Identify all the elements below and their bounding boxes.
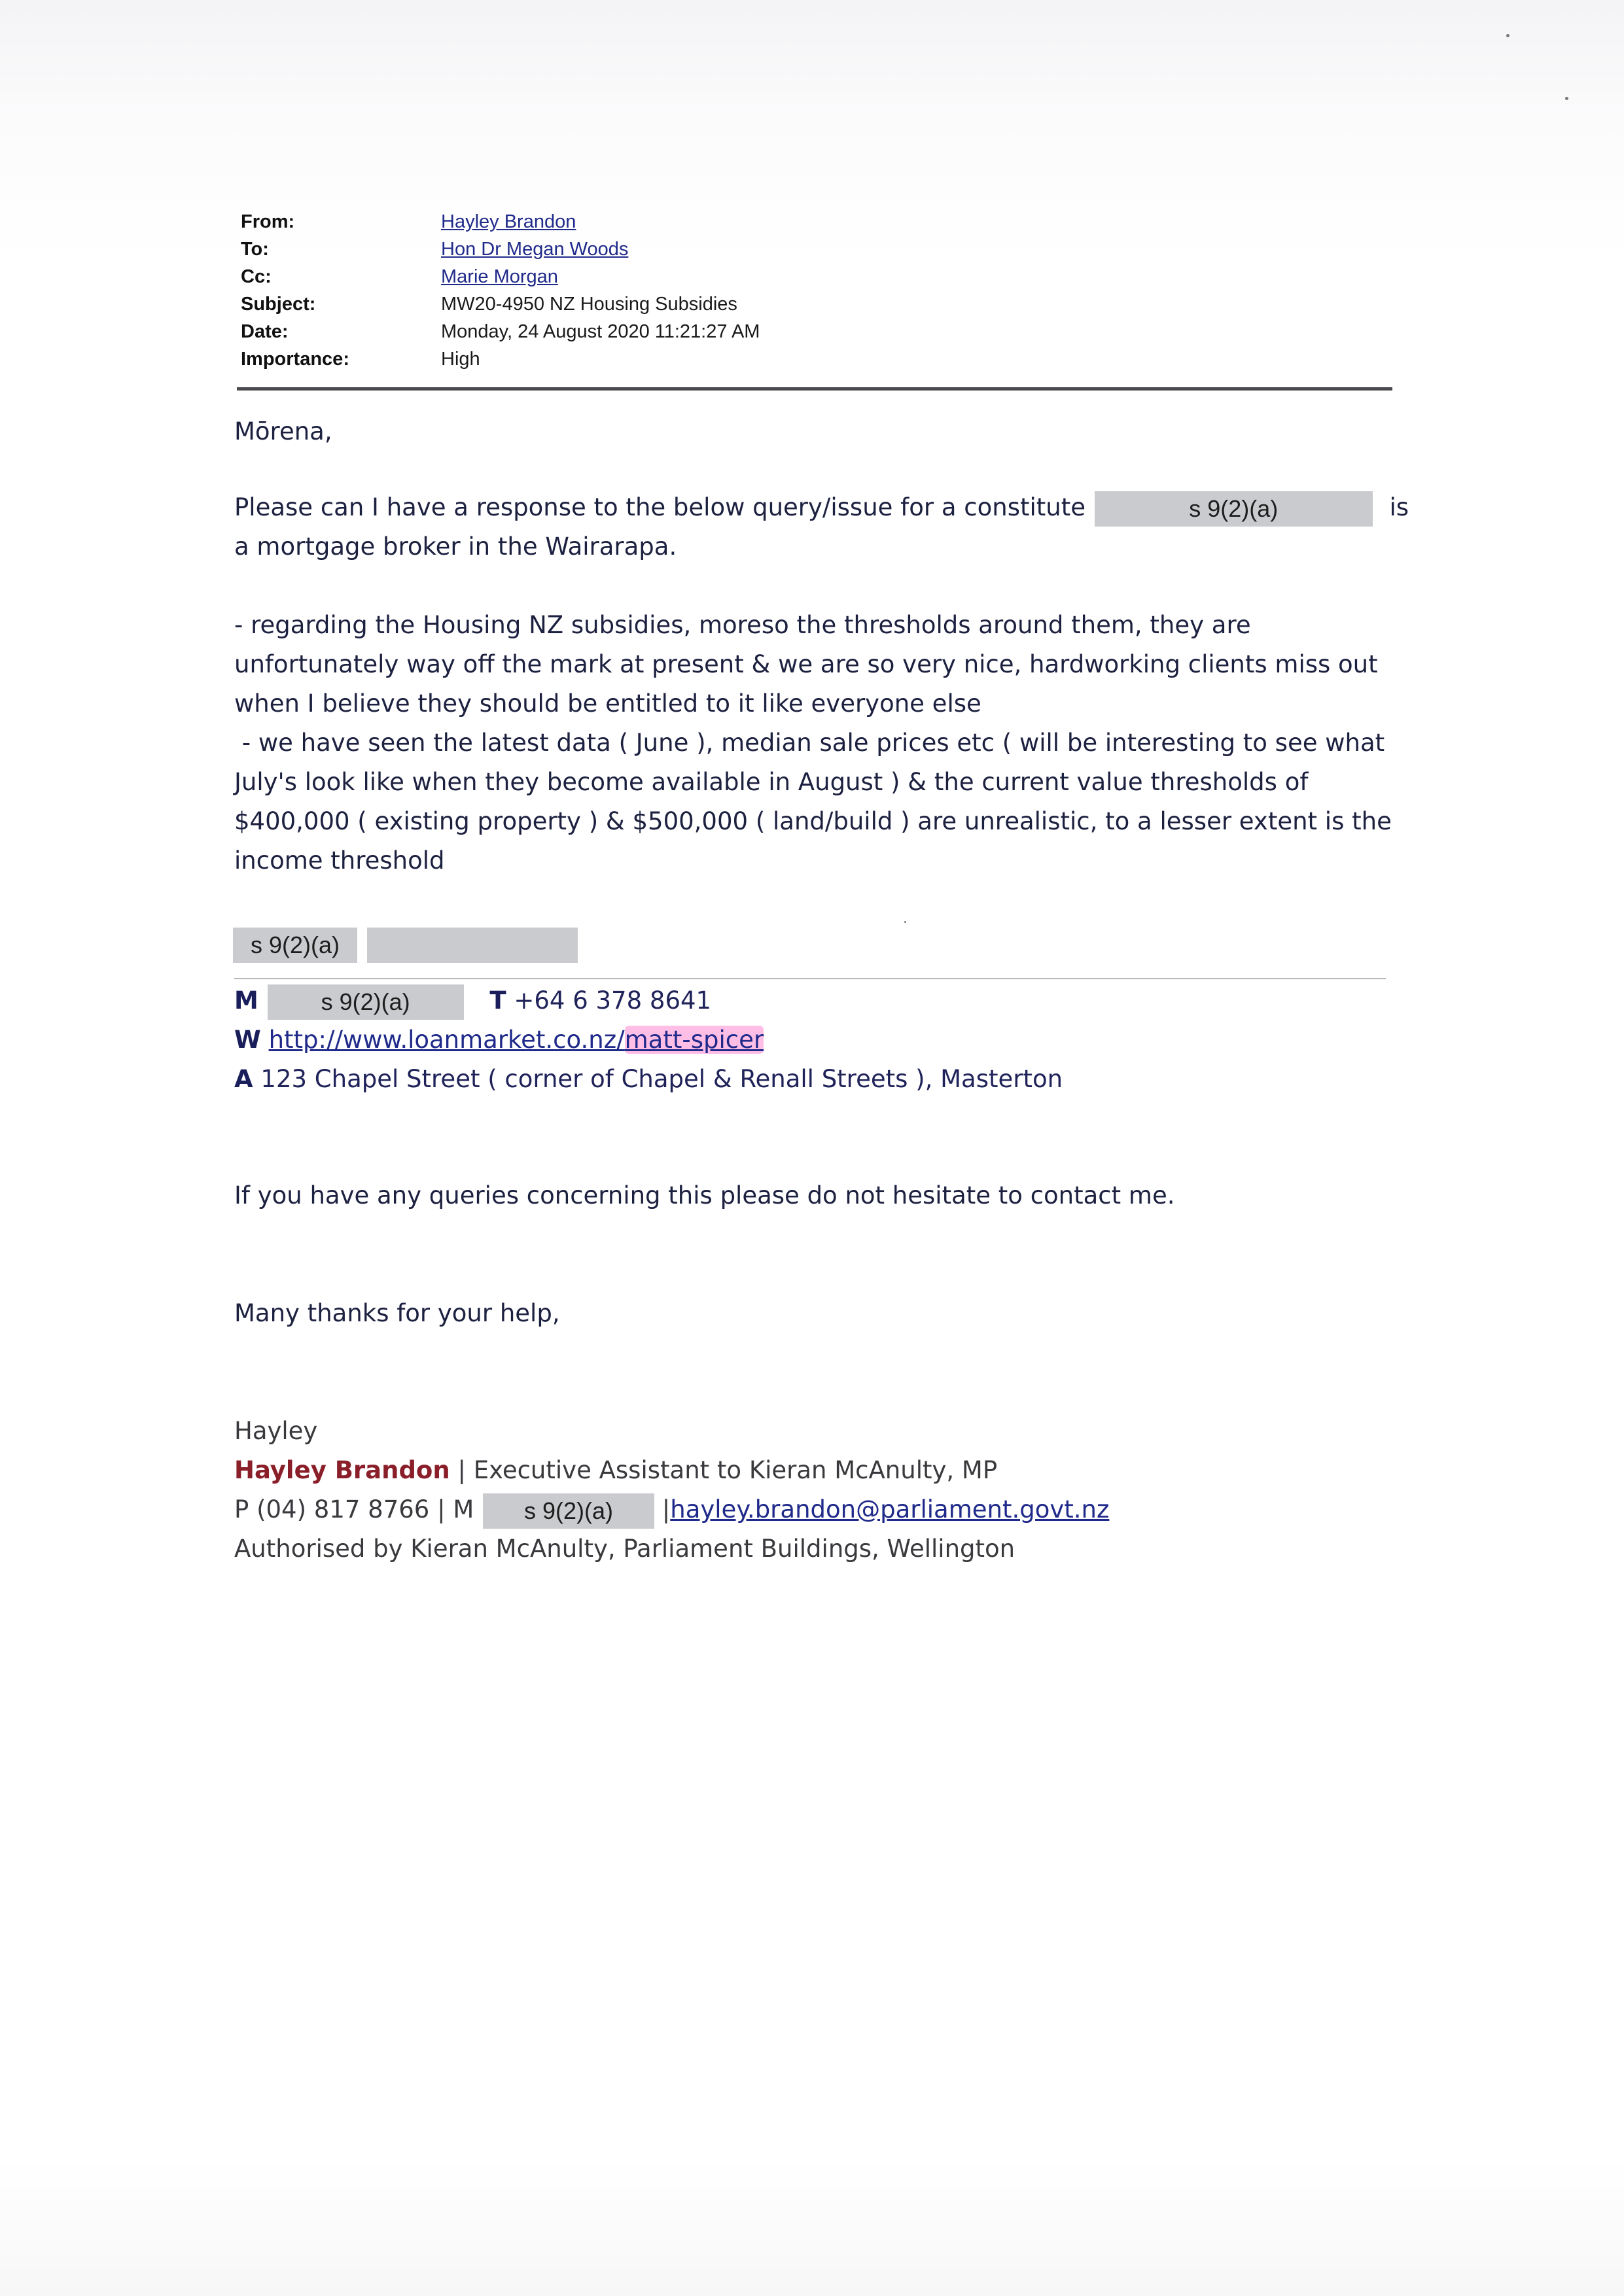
address-key: A	[234, 1065, 253, 1093]
closing-queries-block	[234, 1176, 1386, 1215]
signature-full-name: Hayley Brandon	[234, 1456, 450, 1484]
web-key: W	[234, 1026, 261, 1054]
closing-thanks-block	[234, 1294, 1386, 1333]
redaction-box: s 9(2)(a)	[483, 1493, 654, 1529]
scan-speck	[1506, 34, 1509, 37]
signature-role: | Executive Assistant to Kieran McAnulty, MP	[450, 1456, 998, 1484]
date-value: Monday, 24 August 2020 11:21:27 AM	[441, 321, 760, 342]
broker-web-line	[234, 1020, 1386, 1060]
signature-block	[234, 1412, 1386, 1569]
importance-label: Importance:	[241, 349, 349, 370]
intro-line-2: a mortgage broker in the Wairarapa.	[234, 532, 677, 561]
signature-phone-line	[234, 1490, 1386, 1529]
broker-contact	[234, 981, 1386, 1099]
greeting: Mōrena,	[234, 417, 332, 445]
address-value: 123 Chapel Street ( corner of Chapel & Renall Streets ), Masterton	[260, 1065, 1063, 1093]
importance-row	[241, 345, 1392, 373]
phone-key: T	[489, 986, 506, 1015]
redaction-box: s 9(2)(a)	[268, 984, 464, 1020]
subject-label: Subject:	[241, 294, 316, 315]
broker-signature-divider	[234, 978, 1386, 979]
header-divider	[237, 387, 1392, 391]
broker-name-redacted	[233, 928, 578, 963]
web-url-part-1: http://www.loanmarket.co.nz/	[268, 1026, 625, 1054]
redaction-box: s 9(2)(a)	[233, 928, 357, 963]
quote-line: - we have seen the latest data ( June ), median sale prices etc ( will be interesting to see what	[234, 729, 1385, 757]
broker-phone-line	[234, 981, 1386, 1020]
from-row	[241, 208, 1392, 235]
quoted-query	[234, 606, 1392, 880]
broker-address-line	[234, 1060, 1386, 1099]
date-label: Date:	[241, 321, 289, 342]
quote-line: - regarding the Housing NZ subsidies, moreso the thresholds around them, they are	[234, 611, 1251, 639]
broker-web-link[interactable]	[269, 1026, 764, 1054]
closing-thanks: Many thanks for your help,	[234, 1299, 560, 1327]
signature-first-name: Hayley	[234, 1417, 318, 1445]
cc-row	[241, 263, 1392, 290]
scan-speck	[904, 921, 906, 923]
subject-value: MW20-4950 NZ Housing Subsidies	[441, 294, 737, 315]
importance-value: High	[441, 349, 480, 370]
signature-name-line	[234, 1451, 1386, 1490]
cc-link[interactable]: Marie Morgan	[441, 266, 558, 287]
cc-label: Cc:	[241, 266, 272, 287]
quote-line: when I believe they should be entitled to it like everyone else	[234, 689, 981, 718]
quote-line: unfortunately way off the mark at present & we are so very nice, hardworking clients miss out	[234, 650, 1378, 678]
signature-authorised: Authorised by Kieran McAnulty, Parliament Buildings, Wellington	[234, 1535, 1015, 1563]
quote-line: $400,000 ( existing property ) & $500,000 ( land/build ) are unrealistic, to a lesser extent is the	[234, 807, 1392, 835]
to-link[interactable]: Hon Dr Megan Woods	[441, 239, 629, 260]
signature-phone: P (04) 817 8766 | M	[234, 1495, 474, 1523]
quote-line: income threshold	[234, 846, 445, 875]
redaction-box-blank	[367, 928, 578, 963]
subject-row	[241, 290, 1392, 318]
signature-email-link[interactable]: hayley.brandon@parliament.govt.nz	[670, 1495, 1110, 1523]
to-label: To:	[241, 239, 269, 260]
signature-pipe: |	[654, 1495, 671, 1523]
from-link[interactable]: Hayley Brandon	[441, 211, 576, 232]
scan-speck	[1565, 97, 1568, 100]
mobile-key: M	[234, 986, 258, 1015]
redaction-box: s 9(2)(a)	[1095, 491, 1373, 527]
intro-text-after: is	[1389, 493, 1409, 521]
highlighted-url-part: matt-spicer	[624, 1026, 764, 1054]
to-row	[241, 235, 1392, 263]
intro-text-before: Please can I have a response to the below query/issue for a constitute	[234, 493, 1086, 521]
intro-line-1	[234, 488, 1409, 527]
greeting-block	[234, 412, 1386, 451]
date-row	[241, 318, 1392, 345]
intro-block	[234, 488, 1409, 566]
closing-queries: If you have any queries concerning this please do not hesitate to contact me.	[234, 1181, 1175, 1209]
phone-value: +64 6 378 8641	[514, 986, 712, 1015]
from-label: From:	[241, 211, 295, 232]
email-header	[241, 208, 1392, 373]
quote-line: July's look like when they become available in August ) & the current value thresholds of	[234, 768, 1309, 796]
